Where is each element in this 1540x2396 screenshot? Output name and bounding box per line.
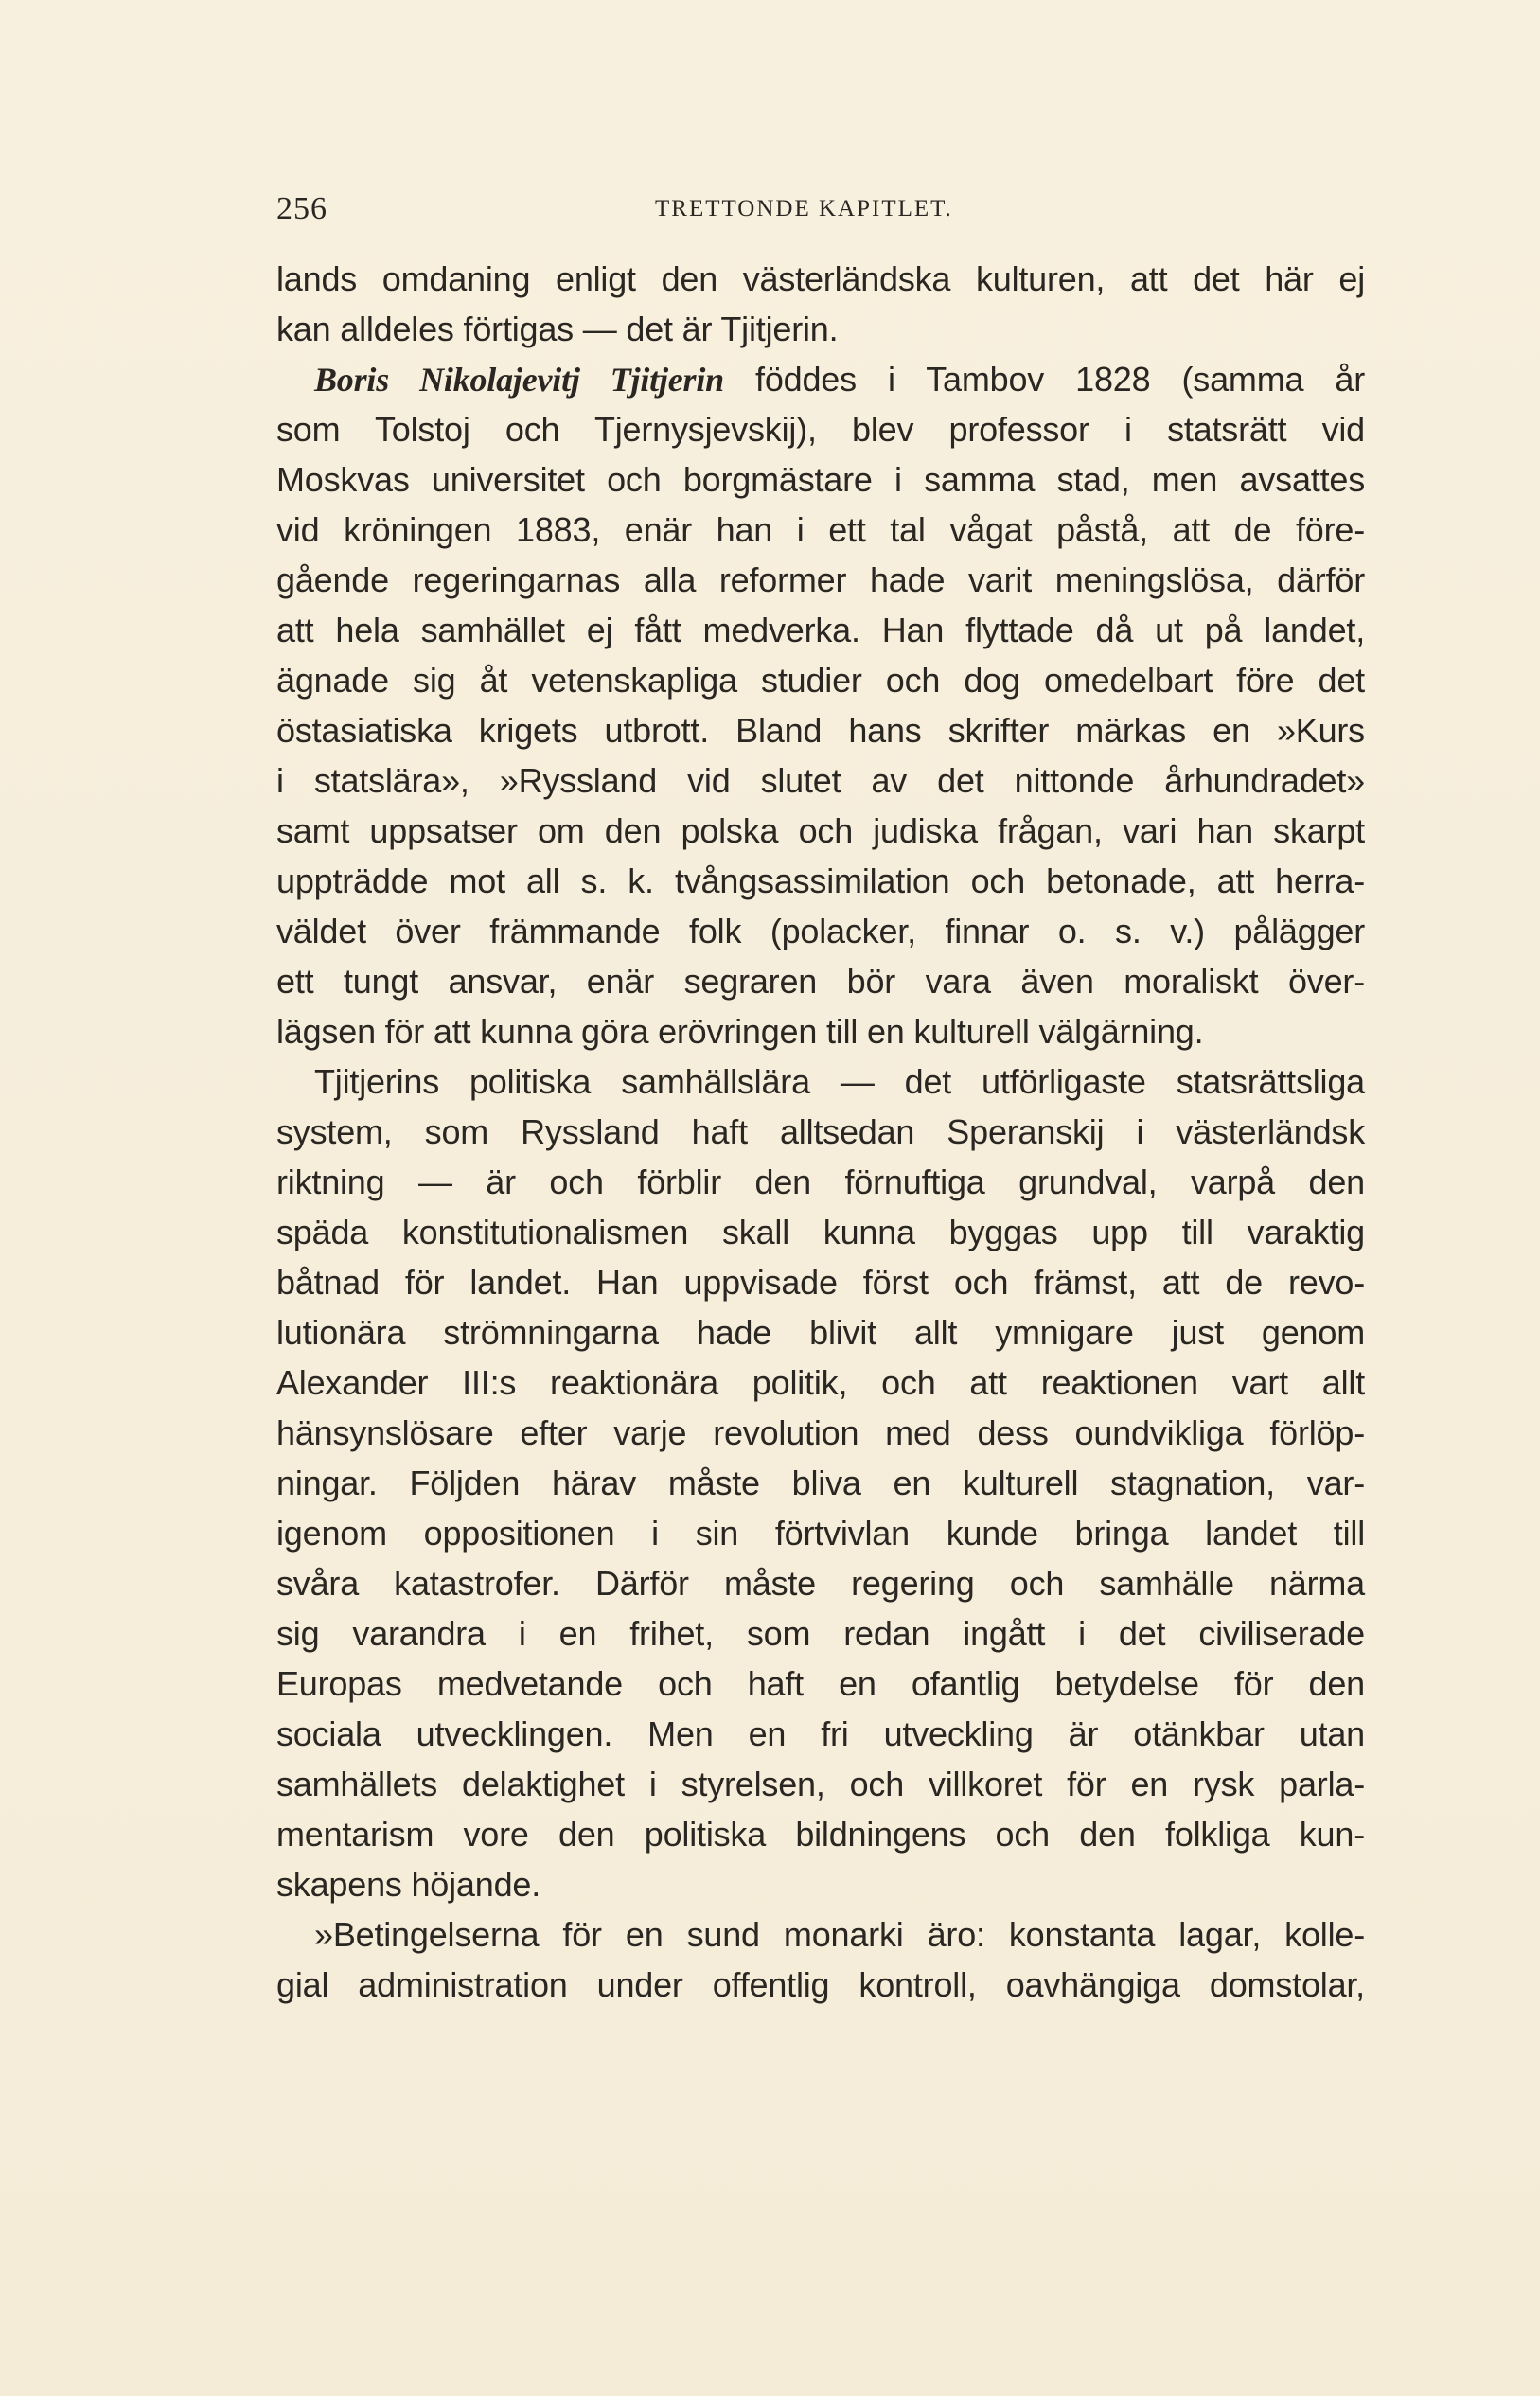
body-text [276, 254, 1365, 2010]
page-number: 256 [276, 191, 327, 226]
text-line: lands omdaning enligt den västerländska kulturen, att det här ej [276, 259, 1365, 298]
running-head: TRETTONDE KAPITLET. [655, 196, 953, 222]
text-line: Europas medvetande och haft en ofantlig betydelse för den [276, 1664, 1365, 1703]
text-line: svåra katastrofer. Därför måste regering och samhälle närma [276, 1564, 1365, 1603]
text-line: »Betingelserna för en sund monarki äro: konstanta lagar, kolle- [314, 1915, 1365, 1954]
text-line: Tjitjerins politiska samhällslära — det utförligaste statsrättsliga [314, 1062, 1365, 1101]
text-line: samt uppsatser om den polska och judiska frågan, vari han skarpt [276, 811, 1365, 850]
text-line: ett tungt ansvar, enär segraren bör vara även moraliskt över- [276, 962, 1365, 1001]
text-line: Boris Nikolajevitj Tjitjerin föddes i Tambov 1828 (samma år [314, 360, 1365, 399]
text-line: som Tolstoj och Tjernysjevskij), blev professor i statsrätt vid [276, 410, 1365, 449]
text-line: samhällets delaktighet i styrelsen, och villkoret för en rysk parla- [276, 1765, 1365, 1803]
text-line: båtnad för landet. Han uppvisade först och främst, att de revo- [276, 1263, 1365, 1302]
text-line: att hela samhället ej fått medverka. Han flyttade då ut på landet, [276, 611, 1365, 649]
text-line: lutionära strömningarna hade blivit allt ymnigare just genom [276, 1313, 1365, 1352]
text-line: kan alldeles förtigas — det är Tjitjerin. [276, 310, 839, 348]
text-line: Alexander III:s reaktionära politik, och att reaktionen vart allt [276, 1363, 1365, 1402]
text-line: ningar. Följden härav måste bliva en kulturell stagnation, var- [276, 1464, 1365, 1502]
text-line: lägsen för att kunna göra erövringen till en kulturell välgärning. [276, 1012, 1204, 1051]
text-line: skapens höjande. [276, 1865, 541, 1904]
text-line: gående regeringarnas alla reformer hade varit meningslösa, därför [276, 560, 1365, 599]
text-line: Moskvas universitet och borgmästare i samma stad, men avsattes [276, 460, 1365, 499]
text-line: ägnade sig åt vetenskapliga studier och dog omedelbart före det [276, 661, 1365, 700]
text-line: gial administration under offentlig kontroll, oavhängiga domstolar, [276, 1965, 1365, 2004]
text-line: vid kröningen 1883, enär han i ett tal vågat påstå, att de före- [276, 510, 1365, 549]
text-line: späda konstitutionalismen skall kunna byggas upp till varaktig [276, 1213, 1365, 1251]
text-line: igenom oppositionen i sin förtvivlan kunde bringa landet till [276, 1514, 1365, 1553]
person-name-italic: Boris Nikolajevitj Tjitjerin [314, 361, 724, 399]
text-line: sig varandra i en frihet, som redan ingått i det civiliserade [276, 1614, 1365, 1653]
text-line: riktning — är och förblir den förnuftiga grundval, varpå den [276, 1163, 1365, 1201]
text-line: väldet över främmande folk (polacker, finnar o. s. v.) pålägger [276, 912, 1365, 950]
text-line: i statslära», »Ryssland vid slutet av det nittonde århundradet» [276, 761, 1365, 800]
text-line: uppträdde mot all s. k. tvångsassimilation och betonade, att herra- [276, 861, 1365, 900]
page-header [276, 186, 1384, 233]
text-line: system, som Ryssland haft alltsedan Speranskij i västerländsk [276, 1112, 1365, 1151]
text-line: sociala utvecklingen. Men en fri utveckling är otänkbar utan [276, 1714, 1365, 1753]
text-line: hänsynslösare efter varje revolution med dess oundvikliga förlöp- [276, 1413, 1365, 1452]
text-line: östasiatiska krigets utbrott. Bland hans skrifter märkas en »Kurs [276, 711, 1365, 750]
text-line: mentarism vore den politiska bildningens och den folkliga kun- [276, 1815, 1365, 1854]
